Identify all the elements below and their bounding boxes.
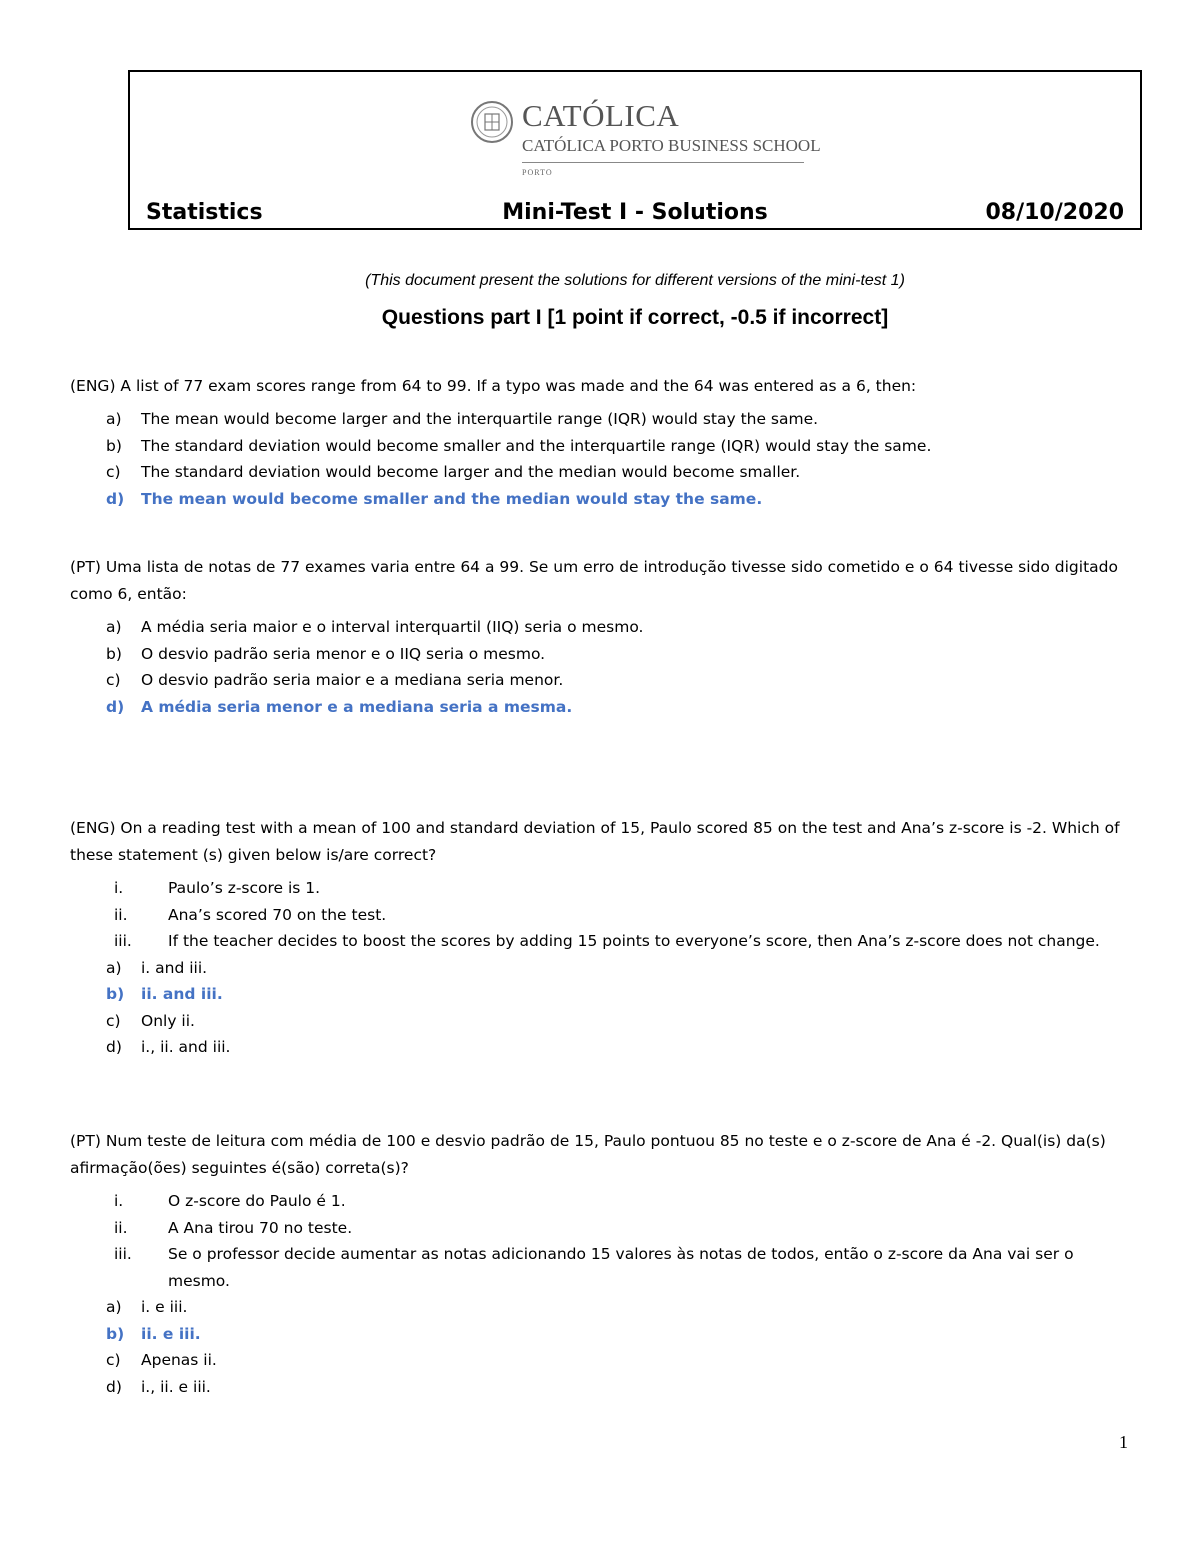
question-stem: (ENG) On a reading test with a mean of 100 and standard deviation of 15, Paulo scored 85 on the test and Ana’s z-score is -2. Which of these statement (s) given below is/are correct? <box>70 819 1120 864</box>
logo-city: PORTO <box>522 168 553 177</box>
question-1-eng <box>70 373 1135 512</box>
catolica-logo <box>470 96 821 177</box>
options-list <box>70 955 1135 1061</box>
option-d-correct: d) A média seria menor e a mediana seria a mesma. <box>106 697 573 716</box>
option-c: c) Apenas ii. <box>106 1351 217 1369</box>
question-2-eng <box>70 815 1135 1061</box>
option-a: a) i. e iii. <box>106 1298 188 1316</box>
intro-note: (This document present the solutions for different versions of the mini-test 1) <box>365 272 905 289</box>
option-d: d) i., ii. and iii. <box>106 1038 231 1056</box>
section-title: Questions part I [1 point if correct, -0.5 if incorrect] <box>381 306 889 329</box>
statement-ii: ii. A Ana tirou 70 no teste. <box>114 1218 353 1237</box>
option-c: c) Only ii. <box>106 1011 195 1030</box>
option-c: c) The standard deviation would become larger and the median would become smaller. <box>106 463 801 481</box>
statements-list <box>70 1188 1135 1294</box>
question-1-pt <box>70 554 1135 720</box>
test-date: 08/10/2020 <box>985 200 1124 225</box>
logo-name: CATÓLICA <box>522 98 680 133</box>
option-a: a) The mean would become larger and the interquartile range (IQR) would stay the same. <box>106 410 819 428</box>
statement-ii: ii. Ana’s scored 70 on the test. <box>114 905 387 924</box>
statement-i: i. O z-score do Paulo é 1. <box>114 1192 346 1210</box>
option-a: a) i. and iii. <box>106 958 208 977</box>
statement-iii: iii. Se o professor decide aumentar as notas adicionando 15 valores às notas de todos, então o z-score da Ana vai ser o mesmo. <box>114 1245 1074 1290</box>
option-b: b) The standard deviation would become smaller and the interquartile range (IQR) would stay the same. <box>106 436 932 455</box>
statement-iii: iii. If the teacher decides to boost the scores by adding 15 points to everyone’s score, then Ana’s z-score does not change. <box>114 932 1100 950</box>
statement-i: i. Paulo’s z-score is 1. <box>114 879 321 897</box>
question-stem: (ENG) A list of 77 exam scores range from 64 to 99. If a typo was made and the 64 was entered as a 6, then: <box>70 377 917 395</box>
statements-list <box>70 875 1135 955</box>
option-b-correct: b) ii. and iii. <box>106 985 223 1003</box>
page-title: Mini-Test I - Solutions <box>502 200 768 225</box>
logo-school: CATÓLICA PORTO BUSINESS SCHOOL <box>522 136 821 155</box>
question-2-pt <box>70 1128 1135 1400</box>
option-d-correct: d) The mean would become smaller and the median would stay the same. <box>106 489 763 508</box>
page-number: 1 <box>1119 1432 1128 1452</box>
option-d: d) i., ii. e iii. <box>106 1377 211 1396</box>
options-list <box>70 614 1135 720</box>
header-box <box>128 70 1142 230</box>
option-c: c) O desvio padrão seria maior e a mediana seria menor. <box>106 671 564 689</box>
question-stem: (PT) Num teste de leitura com média de 100 e desvio padrão de 15, Paulo pontuou 85 no teste e o z-score de Ana é -2. Qual(is) da(s) afirmação(ões) seguintes é(são) correta(s)? <box>70 1132 1106 1177</box>
option-b-correct: b) ii. e iii. <box>106 1324 201 1343</box>
subject-label: Statistics <box>146 200 263 225</box>
options-list <box>70 406 1135 512</box>
university-seal-icon <box>470 100 514 144</box>
logo-divider <box>522 162 804 163</box>
question-stem: (PT) Uma lista de notas de 77 exames varia entre 64 a 99. Se um erro de introdução tivesse sido cometido e o 64 tivesse sido digitado como 6, então: <box>70 558 1118 603</box>
option-b: b) O desvio padrão seria menor e o IIQ seria o mesmo. <box>106 644 546 663</box>
options-list <box>70 1294 1135 1400</box>
option-a: a) A média seria maior e o interval interquartil (IIQ) seria o mesmo. <box>106 618 644 636</box>
